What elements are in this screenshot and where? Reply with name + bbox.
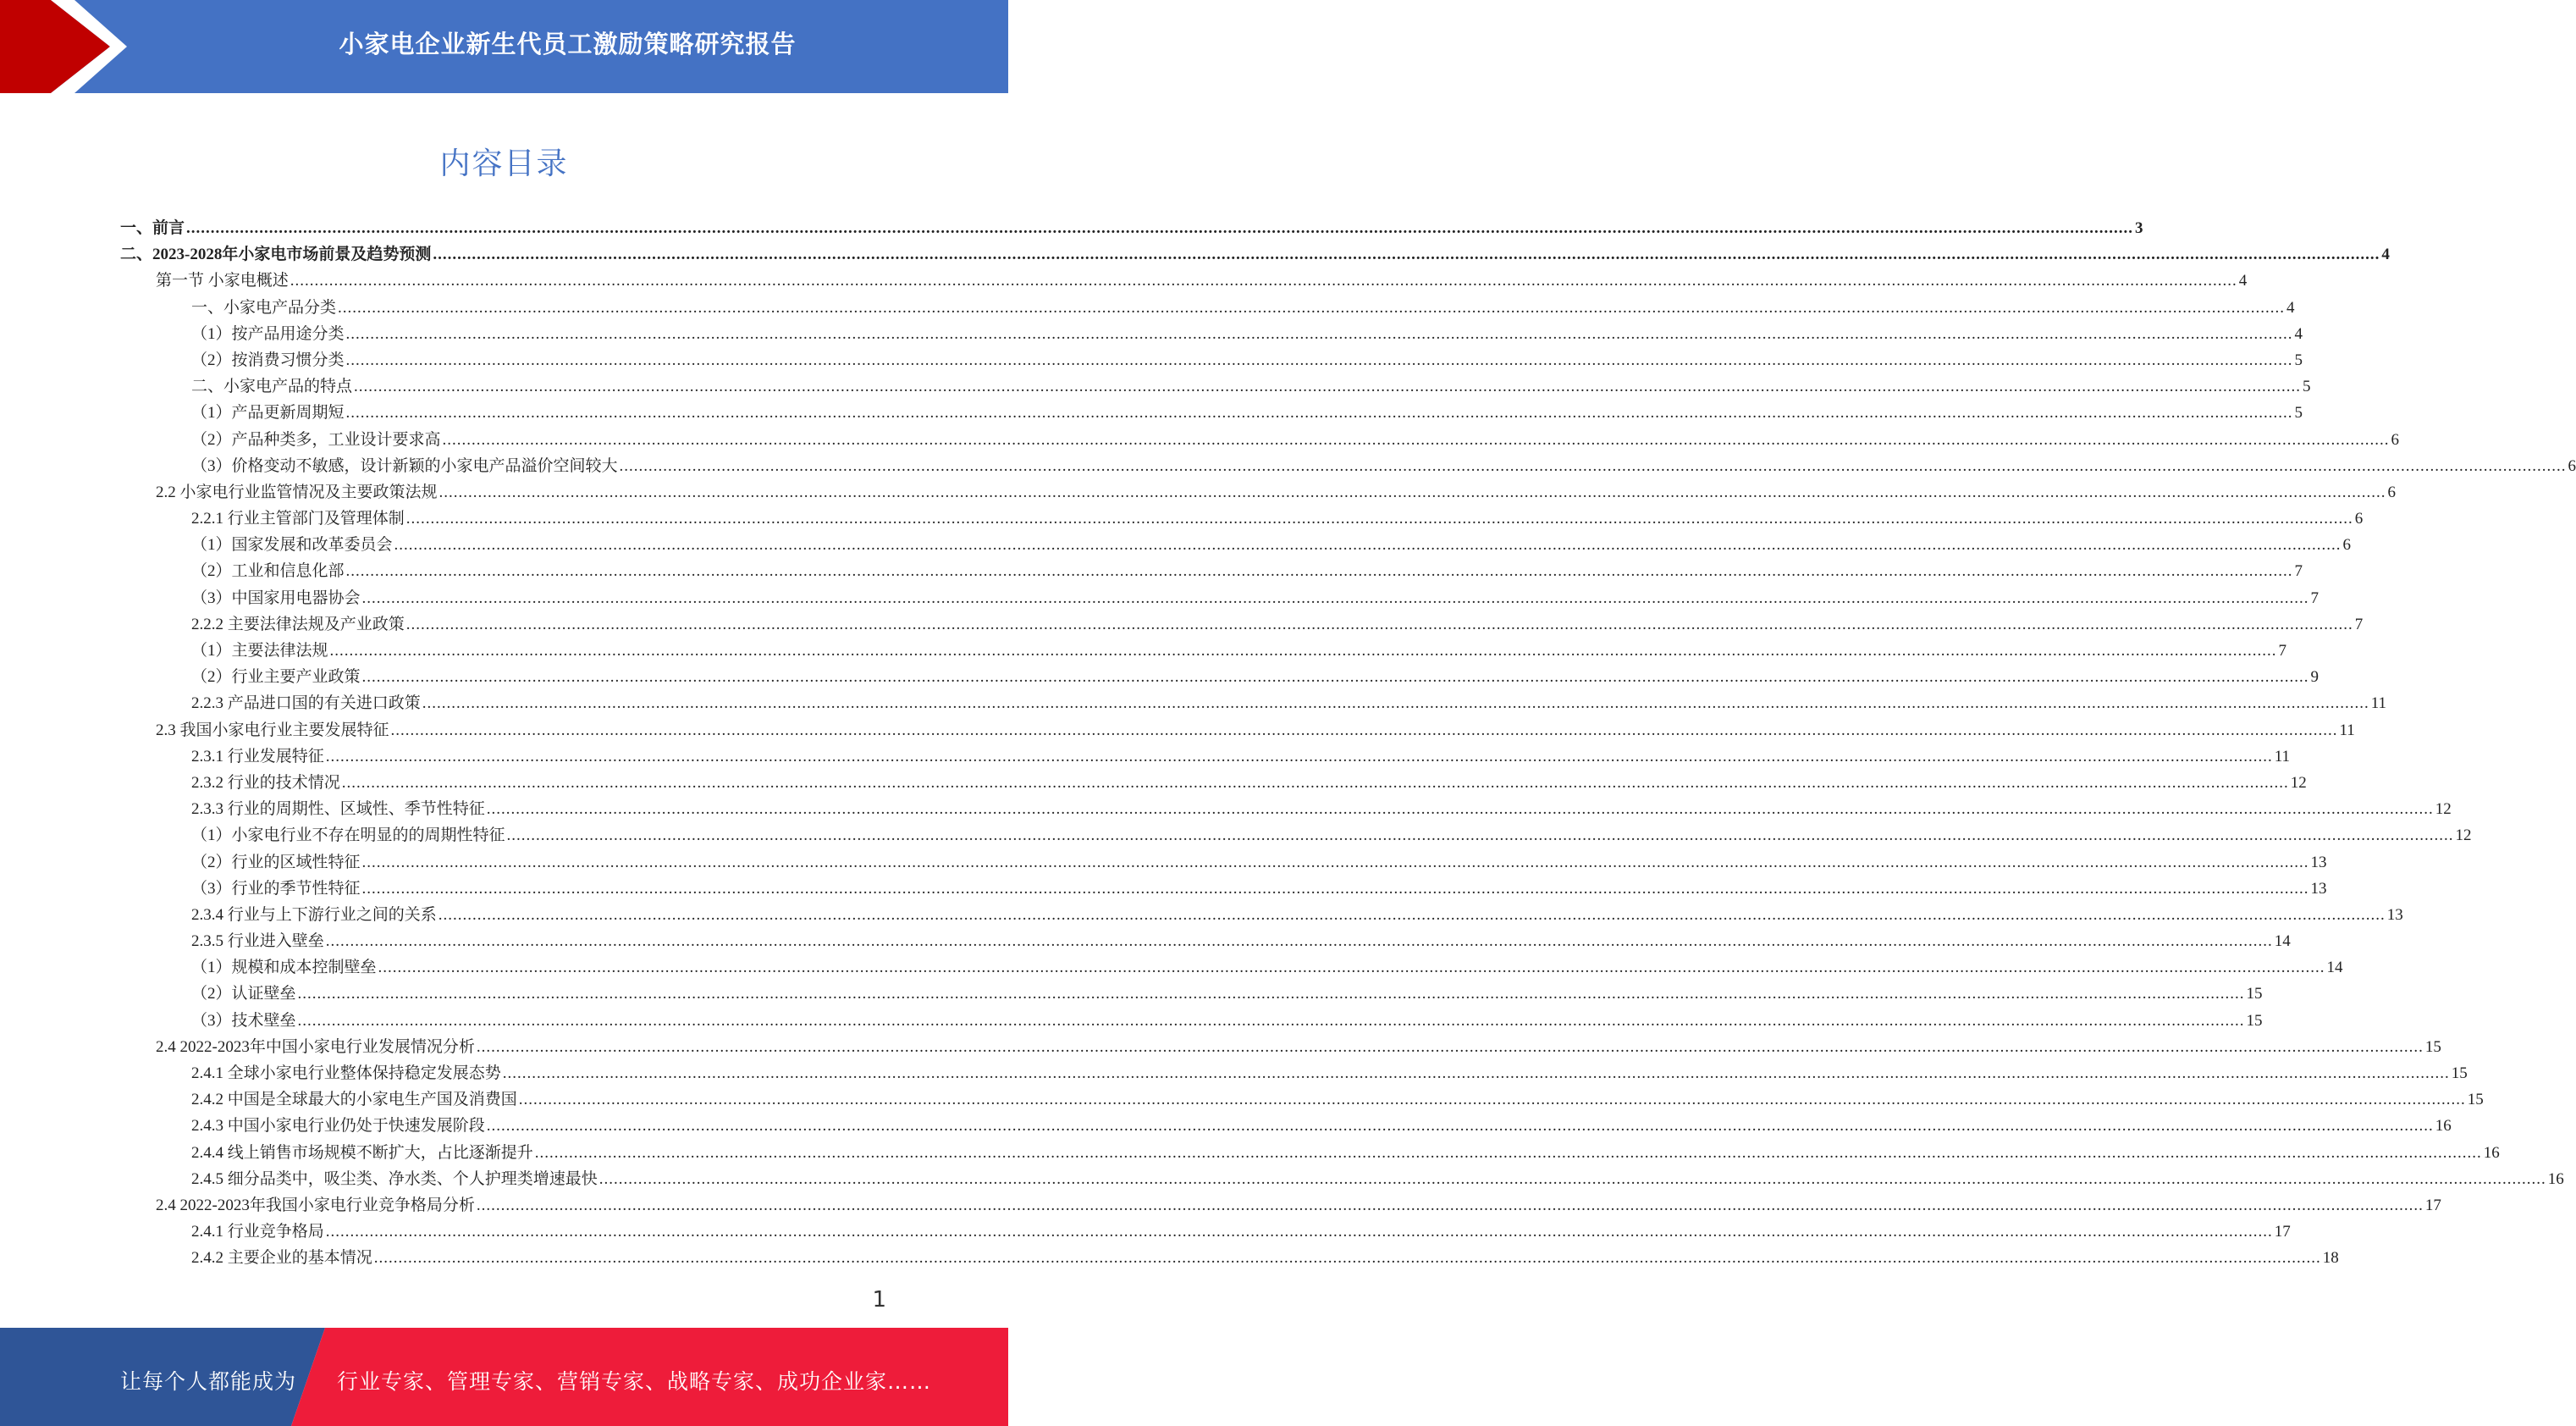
- toc-entry-label: （3）技术壁垒: [191, 1011, 296, 1030]
- toc-leader-dots: ................................................................................................................................................................................................................................................................................................................................................................................................................: [433, 246, 2380, 264]
- toc-entry[interactable]: [120, 453, 2576, 479]
- toc-leader-dots: ................................................................................................................................................................................................................................................................................................................................................................................................................: [390, 721, 2338, 739]
- toc-entry[interactable]: [120, 1192, 2441, 1219]
- toc-entry[interactable]: [120, 321, 2303, 347]
- toc-entry-page: 12: [2290, 773, 2307, 792]
- toc-leader-dots: ................................................................................................................................................................................................................................................................................................................................................................................................................: [378, 959, 2325, 977]
- toc-leader-dots: ................................................................................................................................................................................................................................................................................................................................................................................................................: [345, 404, 2293, 423]
- toc-leader-dots: ................................................................................................................................................................................................................................................................................................................................................................................................................: [354, 378, 2302, 396]
- toc-entry-label: 2.2.1 行业主管部门及管理体制: [191, 510, 405, 528]
- toc-entry-page: 6: [2354, 510, 2364, 528]
- toc-entry-label: 2.2.2 主要法律法规及产业政策: [191, 615, 405, 633]
- toc-leader-dots: ................................................................................................................................................................................................................................................................................................................................................................................................................: [361, 589, 2309, 607]
- toc-entry[interactable]: [120, 796, 2452, 822]
- toc-leader-dots: ................................................................................................................................................................................................................................................................................................................................................................................................................: [329, 642, 2277, 660]
- toc-leader-dots: ................................................................................................................................................................................................................................................................................................................................................................................................................: [534, 1143, 2482, 1162]
- toc-entry-page: 15: [2246, 1011, 2263, 1030]
- toc-entry[interactable]: [120, 427, 2400, 453]
- table-of-contents: [120, 215, 2576, 1272]
- toc-entry-label: 2.4.2 主要企业的基本情况: [191, 1249, 372, 1268]
- toc-entry-label: 2.4.4 线上销售市场规模不断扩大，占比逐渐提升: [191, 1143, 533, 1162]
- toc-entry-label: 2.4 2022-2023年我国小家电行业竞争格局分析: [156, 1196, 475, 1214]
- toc-entry-page: 7: [2354, 615, 2364, 633]
- toc-entry-label: 2.3.3 行业的周期性、区域性、季节性特征: [191, 800, 485, 819]
- toc-entry[interactable]: [120, 822, 2472, 848]
- toc-entry-label: 2.3.5 行业进入壁垒: [191, 932, 324, 951]
- toc-entry-page: 12: [2455, 826, 2472, 845]
- toc-entry[interactable]: [120, 611, 2364, 638]
- toc-entry-label: （1）规模和成本控制壁垒: [191, 959, 377, 977]
- toc-entry-page: 5: [2294, 351, 2303, 369]
- toc-entry-label: （2）行业主要产业政策: [191, 668, 361, 687]
- toc-entry-label: （1）国家发展和改革委员会: [191, 536, 393, 555]
- toc-entry[interactable]: [120, 690, 2387, 716]
- toc-entry-page: 6: [2568, 456, 2576, 475]
- toc-entry-page: 4: [2286, 298, 2295, 317]
- toc-entry-page: 13: [2310, 853, 2327, 871]
- toc-entry-label: 2.4 2022-2023年中国小家电行业发展情况分析: [156, 1037, 475, 1056]
- toc-entry-page: 15: [2451, 1064, 2468, 1082]
- toc-entry-page: 3: [2135, 219, 2143, 237]
- toc-entry-page: 11: [2370, 694, 2387, 713]
- toc-leader-dots: ................................................................................................................................................................................................................................................................................................................................................................................................................: [502, 1064, 2450, 1082]
- toc-entry[interactable]: [120, 928, 2291, 954]
- toc-entry[interactable]: [120, 373, 2311, 400]
- toc-entry-page: 14: [2274, 932, 2291, 951]
- toc-entry[interactable]: [120, 743, 2291, 770]
- toc-entry-page: 14: [2326, 959, 2343, 977]
- toc-leader-dots: ................................................................................................................................................................................................................................................................................................................................................................................................................: [345, 324, 2293, 343]
- toc-entry-label: （2）行业的区域性特征: [191, 853, 361, 871]
- toc-entry-label: 2.4.3 中国小家电行业仍处于快速发展阶段: [191, 1117, 485, 1136]
- toc-entry-label: （2）认证壁垒: [191, 985, 296, 1003]
- toc-leader-dots: ................................................................................................................................................................................................................................................................................................................................................................................................................: [361, 879, 2309, 898]
- page-footer: [0, 1328, 1008, 1426]
- toc-leader-dots: ................................................................................................................................................................................................................................................................................................................................................................................................................: [297, 985, 2245, 1003]
- toc-entry-page: 4: [2294, 324, 2303, 343]
- toc-entry-page: 16: [2547, 1169, 2564, 1188]
- toc-entry[interactable]: [120, 902, 2403, 928]
- toc-entry-page: 4: [2238, 272, 2248, 290]
- toc-leader-dots: ................................................................................................................................................................................................................................................................................................................................................................................................................: [506, 826, 2454, 845]
- toc-entry-label: 一、小家电产品分类: [191, 298, 337, 317]
- toc-entry-page: 9: [2310, 668, 2320, 687]
- toc-title: 内容目录: [439, 146, 569, 181]
- toc-entry-label: （2）产品种类多，工业设计要求高: [191, 430, 441, 449]
- toc-entry-label: （3）中国家用电器协会: [191, 589, 361, 607]
- toc-entry[interactable]: [120, 849, 2327, 876]
- toc-entry[interactable]: [120, 1219, 2291, 1245]
- toc-leader-dots: ................................................................................................................................................................................................................................................................................................................................................................................................................: [290, 272, 2237, 290]
- toc-entry-page: 16: [2483, 1143, 2500, 1162]
- toc-entry-page: 16: [2435, 1117, 2452, 1136]
- toc-leader-dots: ................................................................................................................................................................................................................................................................................................................................................................................................................: [338, 298, 2286, 317]
- toc-entry[interactable]: [120, 664, 2320, 690]
- toc-entry[interactable]: [120, 717, 2355, 743]
- toc-leader-dots: ................................................................................................................................................................................................................................................................................................................................................................................................................: [325, 1223, 2273, 1241]
- page-header: [0, 0, 1008, 93]
- toc-entry-label: 2.3.4 行业与上下游行业之间的关系: [191, 905, 437, 924]
- toc-entry[interactable]: [120, 638, 2287, 664]
- toc-entry[interactable]: [120, 1140, 2500, 1166]
- toc-entry-label: 2.3.2 行业的技术情况: [191, 773, 340, 792]
- toc-leader-dots: ................................................................................................................................................................................................................................................................................................................................................................................................................: [442, 430, 2390, 449]
- toc-entry-page: 7: [2310, 589, 2320, 607]
- toc-entry-label: 2.3.1 行业发展特征: [191, 747, 324, 766]
- toc-leader-dots: ................................................................................................................................................................................................................................................................................................................................................................................................................: [186, 219, 2134, 237]
- toc-entry-page: 13: [2386, 905, 2403, 924]
- toc-entry-page: 17: [2274, 1223, 2291, 1241]
- toc-leader-dots: ................................................................................................................................................................................................................................................................................................................................................................................................................: [476, 1037, 2424, 1056]
- footer-slogan-left: 让每个人都能成为: [120, 1369, 297, 1394]
- toc-entry-page: 11: [2339, 721, 2355, 739]
- toc-entry-page: 13: [2310, 879, 2327, 898]
- toc-leader-dots: ................................................................................................................................................................................................................................................................................................................................................................................................................: [341, 773, 2289, 792]
- toc-entry-page: 6: [2391, 430, 2400, 449]
- toc-leader-dots: ................................................................................................................................................................................................................................................................................................................................................................................................................: [345, 351, 2293, 369]
- toc-entry-page: 17: [2424, 1196, 2441, 1214]
- toc-leader-dots: ................................................................................................................................................................................................................................................................................................................................................................................................................: [598, 1169, 2546, 1188]
- toc-leader-dots: ................................................................................................................................................................................................................................................................................................................................................................................................................: [422, 694, 2369, 713]
- toc-entry[interactable]: [120, 506, 2364, 532]
- toc-entry[interactable]: [120, 1245, 2339, 1271]
- toc-leader-dots: ................................................................................................................................................................................................................................................................................................................................................................................................................: [297, 1011, 2245, 1030]
- toc-entry[interactable]: [120, 1008, 2263, 1034]
- toc-leader-dots: ................................................................................................................................................................................................................................................................................................................................................................................................................: [439, 483, 2386, 501]
- toc-entry[interactable]: [120, 400, 2303, 426]
- toc-leader-dots: ................................................................................................................................................................................................................................................................................................................................................................................................................: [325, 747, 2273, 766]
- toc-entry-label: 2.4.5 细分品类中，吸尘类、净水类、个人护理类增速最快: [191, 1169, 598, 1188]
- toc-leader-dots: ................................................................................................................................................................................................................................................................................................................................................................................................................: [486, 800, 2434, 819]
- toc-entry-label: 一、前言: [120, 219, 185, 237]
- toc-entry[interactable]: [120, 1113, 2452, 1139]
- toc-entry-page: 5: [2294, 404, 2303, 423]
- toc-leader-dots: ................................................................................................................................................................................................................................................................................................................................................................................................................: [405, 615, 2353, 633]
- toc-entry-page: 15: [2246, 985, 2263, 1003]
- toc-entry-page: 15: [2424, 1037, 2441, 1056]
- toc-leader-dots: ................................................................................................................................................................................................................................................................................................................................................................................................................: [325, 932, 2273, 951]
- toc-entry[interactable]: [120, 1060, 2468, 1086]
- toc-entry-page: 4: [2381, 246, 2390, 264]
- toc-entry-label: 第一节 小家电概述: [156, 272, 289, 290]
- toc-entry-page: 5: [2303, 378, 2311, 396]
- toc-leader-dots: ................................................................................................................................................................................................................................................................................................................................................................................................................: [486, 1117, 2434, 1136]
- toc-entry[interactable]: [120, 241, 2390, 268]
- toc-entry-page: 7: [2294, 562, 2303, 581]
- toc-entry-label: （1）主要法律法规: [191, 642, 328, 660]
- toc-entry[interactable]: [120, 1086, 2484, 1113]
- toc-leader-dots: ................................................................................................................................................................................................................................................................................................................................................................................................................: [405, 510, 2353, 528]
- toc-entry-label: 2.4.1 行业竞争格局: [191, 1223, 324, 1241]
- toc-entry-page: 11: [2274, 747, 2291, 766]
- toc-entry[interactable]: [120, 215, 2143, 241]
- toc-entry-label: （3）行业的季节性特征: [191, 879, 361, 898]
- toc-entry-label: 2.2 小家电行业监管情况及主要政策法规: [156, 483, 438, 501]
- toc-entry-label: 2.4.1 全球小家电行业整体保持稳定发展态势: [191, 1064, 501, 1082]
- toc-entry-label: 二、2023-2028年小家电市场前景及趋势预测: [120, 246, 432, 264]
- toc-leader-dots: ................................................................................................................................................................................................................................................................................................................................................................................................................: [476, 1196, 2424, 1214]
- toc-entry-label: （2）按消费习惯分类: [191, 351, 345, 369]
- toc-leader-dots: ................................................................................................................................................................................................................................................................................................................................................................................................................: [345, 562, 2293, 581]
- toc-entry[interactable]: [120, 532, 2352, 558]
- toc-entry-label: 二、小家电产品的特点: [191, 378, 353, 396]
- page-number: 1: [872, 1287, 886, 1313]
- footer-slogan-right: 行业专家、管理专家、营销专家、战略专家、成功企业家……: [337, 1369, 932, 1394]
- toc-entry-label: （1）产品更新周期短: [191, 404, 345, 423]
- toc-entry[interactable]: [120, 1034, 2441, 1060]
- toc-entry-label: （1）小家电行业不存在明显的的周期性特征: [191, 826, 505, 845]
- toc-entry[interactable]: [120, 585, 2320, 611]
- toc-entry-page: 12: [2435, 800, 2452, 819]
- toc-leader-dots: ................................................................................................................................................................................................................................................................................................................................................................................................................: [361, 668, 2309, 687]
- toc-entry[interactable]: [120, 1166, 2564, 1192]
- toc-entry-page: 6: [2342, 536, 2352, 555]
- toc-leader-dots: ................................................................................................................................................................................................................................................................................................................................................................................................................: [361, 853, 2309, 871]
- toc-entry[interactable]: [120, 558, 2303, 584]
- toc-entry[interactable]: [120, 268, 2248, 294]
- toc-entry-label: （1）按产品用途分类: [191, 324, 345, 343]
- toc-entry-page: 6: [2387, 483, 2397, 501]
- toc-entry[interactable]: [120, 981, 2263, 1007]
- toc-leader-dots: ................................................................................................................................................................................................................................................................................................................................................................................................................: [619, 456, 2567, 475]
- toc-entry[interactable]: [120, 479, 2397, 506]
- toc-entry-label: 2.3 我国小家电行业主要发展特征: [156, 721, 389, 739]
- toc-entry-page: 15: [2467, 1091, 2484, 1109]
- toc-entry-label: 2.4.2 中国是全球最大的小家电生产国及消费国: [191, 1091, 517, 1109]
- toc-leader-dots: ................................................................................................................................................................................................................................................................................................................................................................................................................: [518, 1091, 2466, 1109]
- toc-entry-page: 18: [2322, 1249, 2339, 1268]
- toc-entry-page: 7: [2278, 642, 2287, 660]
- toc-leader-dots: ................................................................................................................................................................................................................................................................................................................................................................................................................: [373, 1249, 2321, 1268]
- toc-entry[interactable]: [120, 770, 2307, 796]
- toc-entry[interactable]: [120, 295, 2295, 321]
- toc-entry[interactable]: [120, 954, 2343, 981]
- toc-entry-label: （2）工业和信息化部: [191, 562, 345, 581]
- toc-entry[interactable]: [120, 347, 2303, 373]
- toc-entry[interactable]: [120, 876, 2327, 902]
- report-title: 小家电企业新生代员工激励策略研究报告: [339, 30, 797, 58]
- toc-leader-dots: ................................................................................................................................................................................................................................................................................................................................................................................................................: [438, 905, 2386, 924]
- toc-entry-label: （3）价格变动不敏感，设计新颖的小家电产品溢价空间较大: [191, 456, 618, 475]
- toc-entry-label: 2.2.3 产品进口国的有关进口政策: [191, 694, 421, 713]
- toc-leader-dots: ................................................................................................................................................................................................................................................................................................................................................................................................................: [394, 536, 2342, 555]
